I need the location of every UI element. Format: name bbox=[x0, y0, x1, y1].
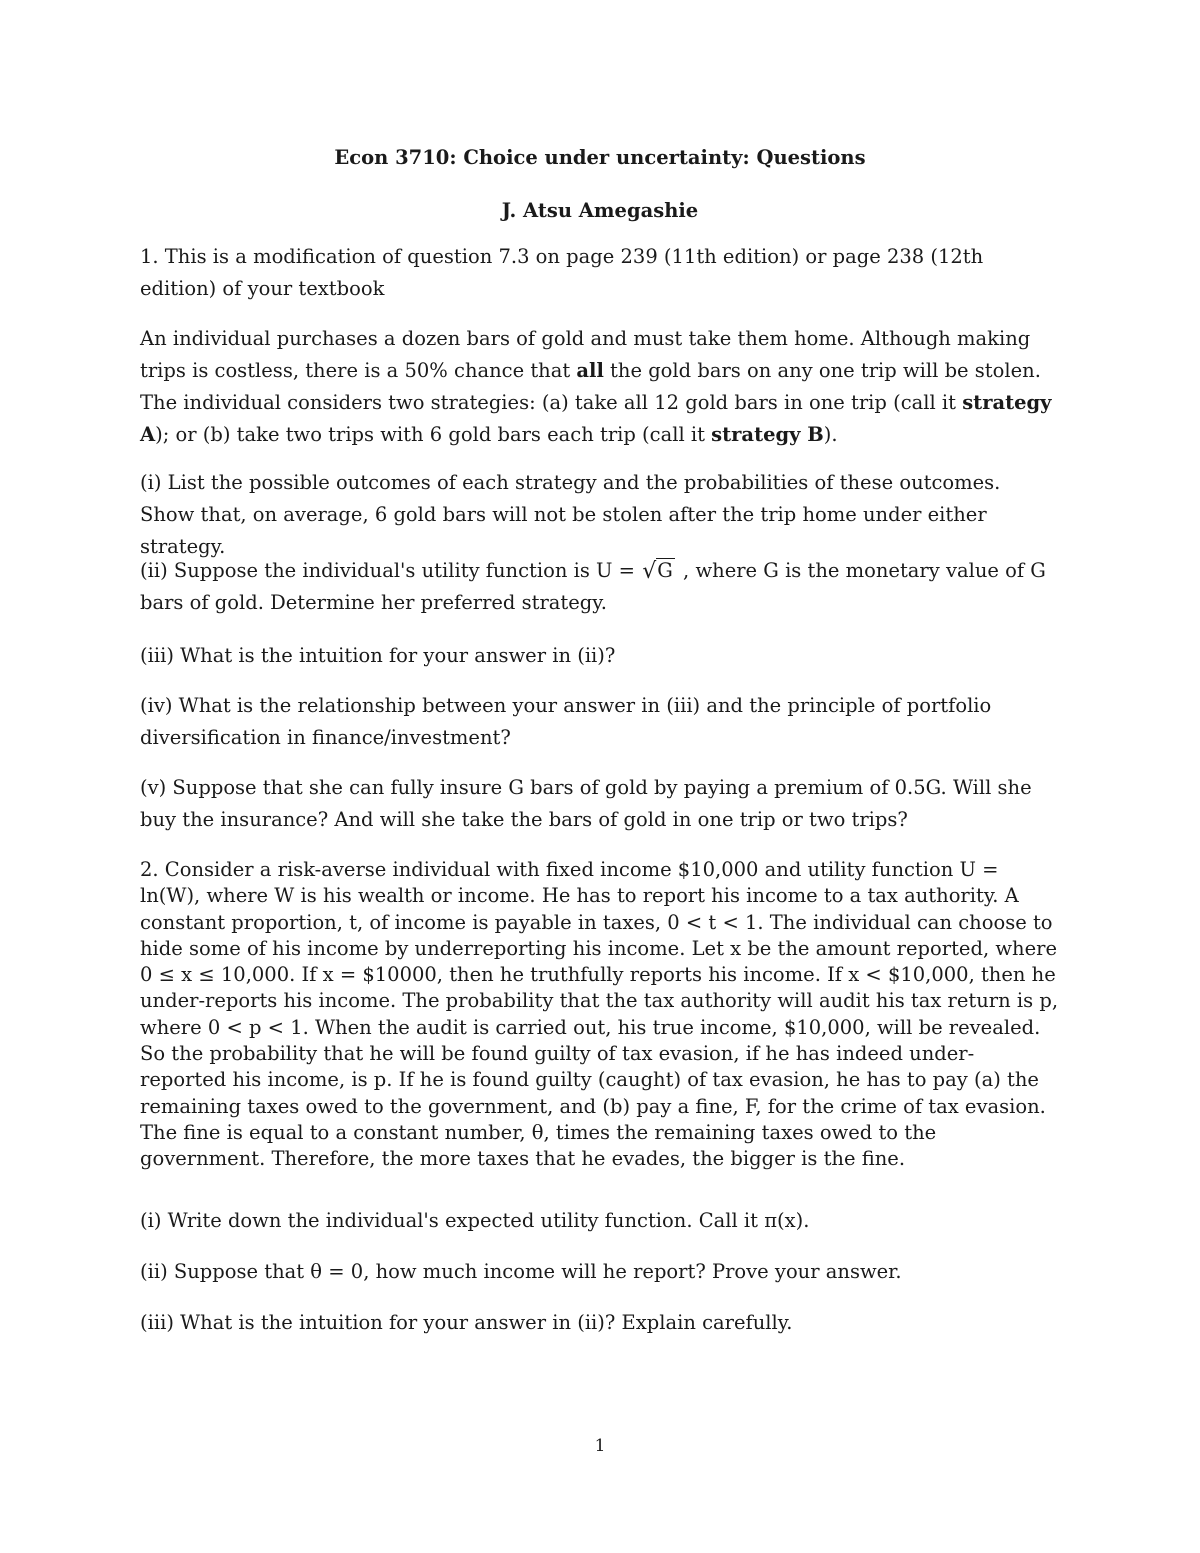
question-1-part-i: (i) List the possible outcomes of each strategy and the probabilities of these outcomes. Show that, on average, 6 gold bars will not be stolen after the trip home under either strategy. bbox=[140, 471, 1001, 558]
question-1-part-iii: (iii) What is the intuition for your answer in (ii)? bbox=[140, 644, 616, 667]
question-1-part-iv: (iv) What is the relationship between your answer in (iii) and the principle of portfolio diversification in finance/investment? bbox=[140, 694, 992, 749]
question-2-part-iii: (iii) What is the intuition for your answer in (ii)? Explain carefully. bbox=[140, 1311, 793, 1334]
question-2-part-ii: (ii) Suppose that θ = 0, how much income will he report? Prove your answer. bbox=[140, 1260, 902, 1283]
square-root-operand: G bbox=[657, 559, 673, 582]
q1-ii-text-a: (ii) Suppose the individual's utility function is U = bbox=[140, 559, 642, 582]
q1-text-a: An individual purchases a dozen bars of gold and must take them home. Although making trips is costless, there is a 50% chance that bbox=[140, 327, 1031, 382]
question-1-part-ii bbox=[140, 555, 1060, 619]
question-1-intro: 1. This is a modification of question 7.3 on page 239 (11th edition) or page 238 (12th edition) of your textbook bbox=[140, 245, 984, 300]
q1-ii-text-b: , where G is the monetary value of G bars of gold. Determine her preferred strategy. bbox=[140, 559, 1046, 614]
q1-all-emphasis: all bbox=[576, 359, 604, 382]
q1-text-d: ). bbox=[823, 423, 838, 446]
square-root-icon: √ bbox=[642, 559, 657, 584]
q1-strategy-a: strategy A bbox=[140, 391, 1052, 446]
square-root-expression bbox=[642, 555, 675, 587]
document-title: Econ 3710: Choice under uncertainty: Questions bbox=[334, 146, 866, 169]
question-2-part-i: (i) Write down the individual's expected utility function. Call it π(x). bbox=[140, 1209, 810, 1232]
document-author: J. Atsu Amegashie bbox=[501, 199, 699, 222]
question-1-description bbox=[140, 323, 1060, 451]
q1-text-b: the gold bars on any one trip will be stolen. The individual considers two strategies: (a) take all 12 gold bars in one trip (call it bbox=[140, 359, 1041, 414]
question-1-part-v: (v) Suppose that she can fully insure G bars of gold by paying a premium of 0.5G. Will she buy the insurance? And will she take the bars of gold in one trip or two trips? bbox=[140, 776, 1032, 831]
page-number: 1 bbox=[594, 1436, 606, 1456]
question-2-description: 2. Consider a risk-averse individual with fixed income $10,000 and utility function U = ln(W), where W is his wealth or income. He has to report his income to a tax authority. A constant proportion, t, of income is payable in taxes, 0 < t < 1. The individual can choose to hide some of his income by underreporting his income. Let x be the amount reported, where 0 ≤ x ≤ 10,000. If x = $10000, then he truthfully reports his income. If x < $10,000, then he under-reports his income. The probability that the tax authority will audit his tax return is p, where 0 < p < 1. When the audit is carried out, his true income, $10,000, will be revealed. So the probability that he will be found guilty of tax evasion, if he has indeed under-reported his income, is p. If he is found guilty (caught) of tax evasion, he has to pay (a) the remaining taxes owed to the government, and (b) pay a fine, F, for the crime of tax evasion. The fine is equal to a constant number, θ, times the remaining taxes owed to the government. Therefore, the more taxes that he evades, the bigger is the fine. bbox=[140, 858, 1059, 1171]
q1-strategy-b: strategy B bbox=[711, 423, 824, 446]
q1-text-c: ); or (b) take two trips with 6 gold bars each trip (call it bbox=[155, 423, 712, 446]
